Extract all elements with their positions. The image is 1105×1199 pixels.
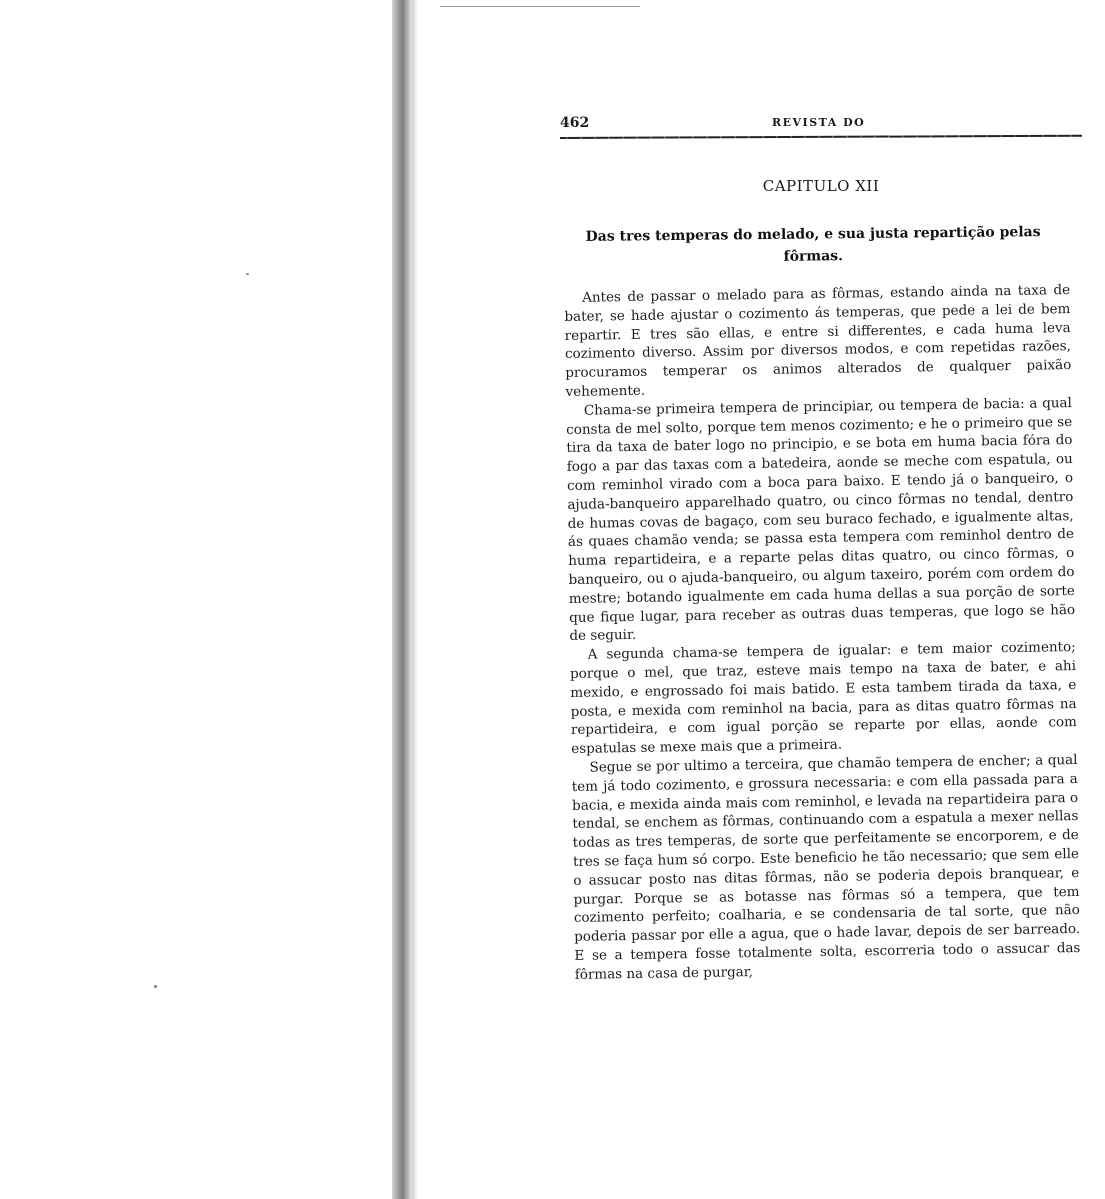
paragraph: Chama-se primeira tempera de principiar, ou tempera de bacia: a qual consta de mel solto, porque tem menos cozimento; e he o primeiro que se tira da taxa de bater logo no principio, e se bota em huma bacia fóra do fogo a par das taxas com a batedeira, aonde se meche com espatula, ou com reminhol virado com a boca para baixo. E tendo já o banqueiro, o ajuda-banqueiro apparelhado quatro, ou cinco fôrmas no tendal, dentro de humas covas de bagaço, com seu buraco fechado, e igualmente altas, ás quaes chamão venda; se passa esta tempera com reminhol dentro de huma repartideira, e a reparte pelas ditas quatro, ou cinco fôrmas, o banqueiro, ou o ajuda-banqueiro, ou algum taxeiro, porém com ordem do mestre; botando igualmente em cada huma dellas a sua porção de sorte que fique lugar, para receber as outras duas temperas, que logo se hão de seguir.: [566, 394, 1076, 645]
running-head: REVISTA DO: [772, 116, 866, 129]
header-rule: [560, 135, 1082, 139]
section-title: Das tres temperas do melado, e sua justa repartição pelas fôrmas.: [585, 224, 1041, 265]
chapter-title: CAPITULO XII: [762, 177, 880, 195]
top-edge-line: [440, 6, 640, 7]
paragraph: A segunda chama-se tempera de igualar: e tem maior cozimento; porque o mel, que traz, esteve mais tempo na taxa de bater, e ahi mexido, e engrossado foi mais batido. E esta tambem tirada da taxa, e posta, e mexida com reminhol na bacia, para as ditas quatro fôrmas na repartideira, e com igual porção se reparte por ellas, aonde com espatulas se mexe mais que a primeira.: [569, 639, 1077, 758]
book-spine-shadow: [392, 0, 412, 1199]
page-number: 462: [560, 115, 590, 131]
paragraph: Segue se por ultimo a terceira, que chamão tempera de encher; a qual tem já todo cozimento, e grossura necessaria: e com ella passada para a bacia, e mexida ainda mais com reminhol, e levada na repartideira para o tendal, se enchem as fôrmas, continuando com a espatula a mexer nellas todas as tres temperas, de sorte que perfeitamente se encorporem, e de tres se faça hum só corpo. Este beneficio he tão necessario; que sem elle o assucar posto nas ditas fôrmas, não se poderia depois branquear, e purgar. Porque se as botasse nas fôrmas só a tempera, que tem cozimento perfeito; coalharia, e se condensaria de tal sorte, que não poderia passar por elle a agua, que o hade lavar, depois de ser barreado. E se a tempera fosse totalmente solta, escorreria todo o assucar das fôrmas na casa de purgar,: [571, 751, 1081, 983]
book-page: [418, 0, 1105, 1199]
paragraph: Antes de passar o melado para as fôrmas, estando ainda na taxa de bater, se hade ajustar o cozimento ás temperas, que pede a lei de bem repartir. E tres são ellas, e entre si differentes, e cada huma leva cozimento diverso. Assim por diversos modos, e com repetidas razões, procuramos temperar os animos alterados de qualquer paixão vehemente.: [564, 282, 1072, 400]
left-page-margin: [0, 0, 392, 1199]
dust-speck: [154, 985, 157, 988]
dust-speck: [246, 273, 249, 275]
page-header: [560, 113, 1082, 135]
body-text: [564, 281, 1081, 984]
